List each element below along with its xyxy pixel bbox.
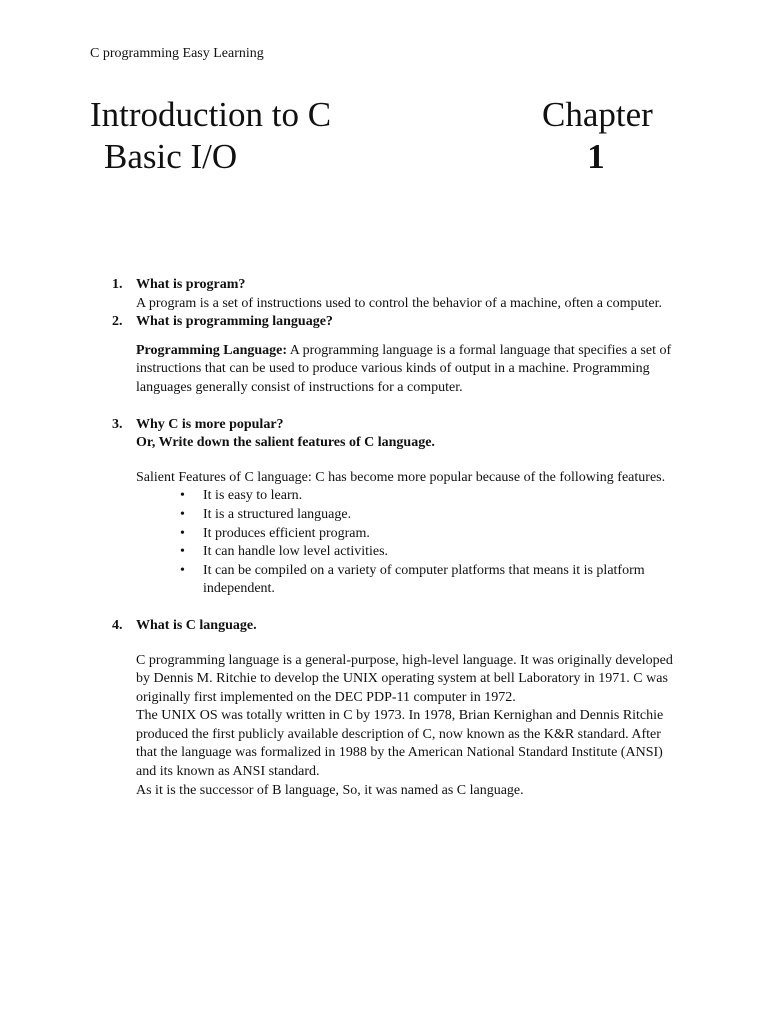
question-title: What is programming language? — [136, 314, 333, 330]
question-title: Why C is more popular? — [136, 416, 284, 432]
answer-intro: Salient Features of C language: C has become more popular because of the following features. — [136, 469, 666, 485]
question-number: 1. — [112, 277, 123, 292]
list-item: • It is easy to learn. — [136, 487, 683, 506]
answer-text — [136, 342, 676, 398]
answer-paragraph: The UNIX OS was totally written in C by 1973. In 1978, Brian Kernighan and Dennis Ritchie produced the first publicly available description of C, now known as the K&R standard. After that the language was formalized in 1988 by the American National Standard Institute (ANSI) and its known as ANSI standard. — [136, 708, 664, 780]
list-item: • It produces efficient program. — [136, 525, 683, 544]
answer-text: A program is a set of instructions used to control the behavior of a machine, often a computer. — [136, 295, 663, 311]
chapter-number: 1 — [587, 137, 605, 176]
chapter-title-line1: Introduction to C — [90, 95, 332, 134]
answer-paragraph: C programming language is a general-purpose, high-level language. It was originally developed by Dennis M. Ritchie to develop the UNIX operating system at bell Laboratory in 1971. C was originally first implemented on the DEC PDP-11 computer in 1972. — [136, 652, 673, 705]
question-title: What is program? — [136, 277, 246, 292]
question-number: 3. — [112, 416, 123, 432]
question-3 — [0, 416, 676, 599]
running-header: C programming Easy Learning — [90, 46, 264, 61]
answer-paragraph: As it is the successor of B language, So, it was named as C language. — [136, 782, 524, 798]
chapter-title-line2: Basic I/O — [104, 137, 238, 176]
question-1 — [0, 276, 676, 313]
chapter-label: Chapter — [542, 95, 653, 134]
answer-body: A programming language is a formal language that specifies a set of instructions that can be used to produce various kinds of output in a machine. Programming languages generally consist of instructions for a computer. — [136, 342, 672, 395]
document-body — [0, 276, 768, 800]
list-item: • It can handle low level activities. — [136, 543, 683, 562]
chapter-title — [90, 94, 331, 178]
question-2 — [0, 313, 676, 397]
question-title: What is C language. — [136, 617, 257, 633]
answer-lead: Programming Language: — [136, 342, 288, 358]
list-item: • It is a structured language. — [136, 506, 683, 525]
features-list — [136, 487, 676, 599]
question-4 — [0, 617, 676, 800]
question-number: 4. — [112, 617, 123, 633]
question-title-alt: Or, Write down the salient features of C language. — [136, 435, 435, 451]
question-number: 2. — [112, 314, 123, 330]
chapter-marker — [542, 94, 653, 178]
list-item: • It can be compiled on a variety of computer platforms that means it is platform independent. — [136, 562, 683, 599]
